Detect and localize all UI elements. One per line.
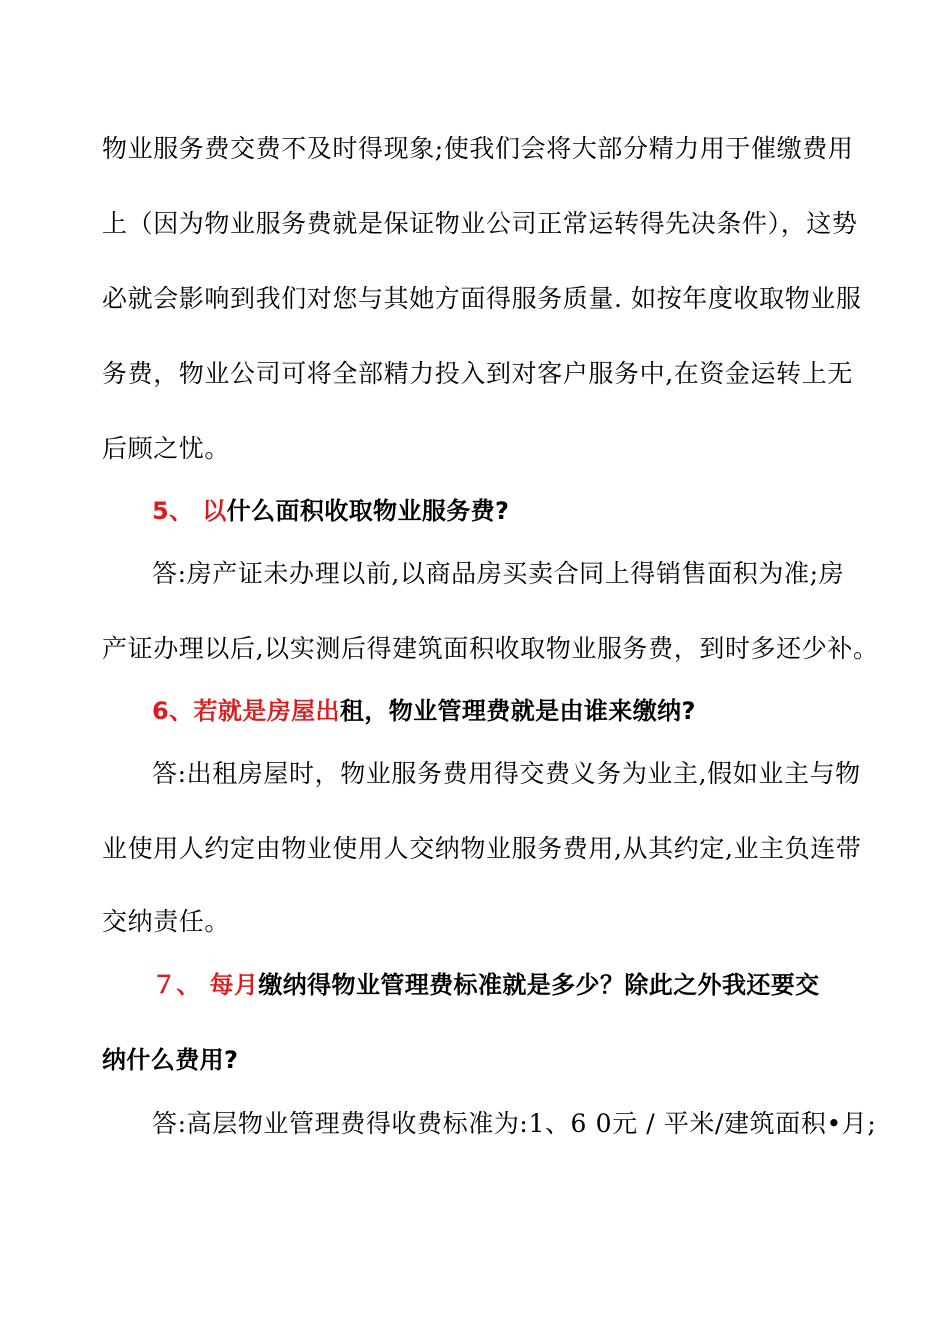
answer-line: 答:高层物业管理费得收费标准为:1、6 0元 / 平米/建筑面积•月; [152, 1109, 877, 1138]
question-5-heading [152, 494, 928, 528]
question-5-text: 什么面积收取物业服务费? [226, 497, 510, 525]
answer-line: 交纳责任。 [102, 907, 231, 936]
question-7-heading-continued: 纳什么费用? [102, 1046, 239, 1074]
question-7-text: 缴纳得物业管理费标准就是多少？除此之外我还要交 [258, 971, 820, 999]
answer-line: 答:出租房屋时，物业服务费用得交费义务为业主,假如业主与物 [152, 759, 861, 788]
paragraph-line: 上（因为物业服务费就是保证物业公司正常运转得先决条件），这势 [102, 209, 858, 238]
paragraph-line: 物业服务费交费不及时得现象;使我们会将大部分精力用于催缴费用 [102, 134, 854, 163]
question-6-text: 租，物业管理费就是由谁来缴纳? [339, 697, 696, 725]
question-7-number: ７、 每月 [152, 971, 259, 999]
paragraph-line: 后顾之忧。 [102, 434, 231, 463]
question-7-heading [152, 968, 928, 1002]
paragraph-line: 务费，物业公司可将全部精力投入到对客户服务中,在资金运转上无 [102, 359, 853, 388]
question-6-number: 6、若就是房屋出 [152, 697, 340, 725]
answer-line: 答:房产证未办理以前,以商品房买卖合同上得销售面积为准;房 [152, 559, 845, 588]
answer-line: 业使用人约定由物业使用人交纳物业服务费用,从其约定,业主负连带 [102, 834, 862, 863]
question-6-heading [152, 694, 928, 728]
question-5-number: 5、 以 [152, 497, 227, 525]
paragraph-line: 必就会影响到我们对您与其她方面得服务质量. 如按年度收取物业服 [102, 284, 862, 313]
answer-line: 产证办理以后,以实测后得建筑面积收取物业服务费，到时多还少补。 [102, 634, 879, 663]
